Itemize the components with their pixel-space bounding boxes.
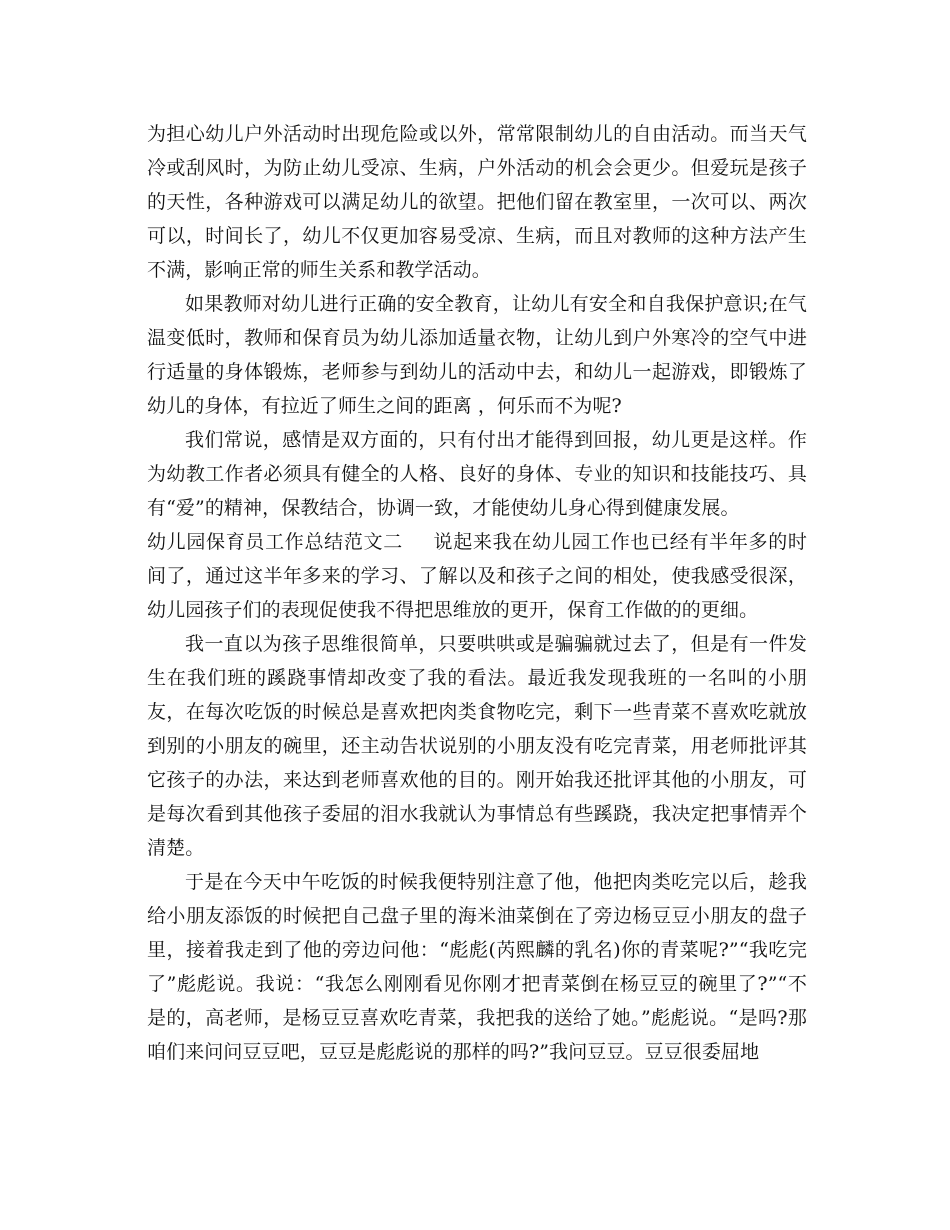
section-title: 幼儿园保育员工作总结范文二 <box>147 531 403 553</box>
paragraph-lunch-story: 于是在今天中午吃饭的时候我便特别注意了他，他把肉类吃完以后，趁我给小朋友添饭的时候把自己盘子里的海米油菜倒在了旁边杨豆豆小朋友的盘子里，接着我走到了他的旁边问他：“彪彪(芮熙麟的乳名)你的青菜呢?”“我吃完了”彪彪说。我说：“我怎么刚刚看见你刚才把青菜倒在杨豆豆的碗里了?”“不是的，高老师，是杨豆豆喜欢吃青菜，我把我的送给了她。”彪彪说。“是吗?那咱们来问问豆豆吧，豆豆是彪彪说的那样的吗?”我问豆豆。豆豆很委屈地 <box>147 871 807 1063</box>
paragraph-outdoor-risk: 为担心幼儿户外活动时出现危险或以外，常常限制幼儿的自由活动。而当天气冷或刮风时，为防止幼儿受凉、生病，户外活动的机会会更少。但爱玩是孩子的天性，各种游戏可以满足幼儿的欲望。把他们留在教室里，一次可以、两次可以，时间长了，幼儿不仅更加容易受凉、生病，而且对教师的这种方法产生不满，影响正常的师生关系和教学活动。 <box>147 123 807 281</box>
section-intro: 说起来我在幼儿园工作也已经有半年多的时间了，通过这半年多来的学习、了解以及和孩子之间的相处，使我感受很深，幼儿园孩子们的表现促使我不得把思维放的更开，保育工作做的的更细。 <box>147 531 807 621</box>
document-body <box>147 117 807 1069</box>
paragraph-mutual-feelings: 我们常说，感情是双方面的，只有付出才能得到回报，幼儿更是这样。作为幼教工作者必须具有健全的人格、良好的身体、专业的知识和技能技巧、具有“爱”的精神，保教结合，协调一致，才能使幼儿身心得到健康发展。 <box>147 429 807 519</box>
section-two <box>147 525 807 627</box>
paragraph-child-thinking: 我一直以为孩子思维很简单，只要哄哄或是骗骗就过去了，但是有一件发生在我们班的蹊跷事情却改变了我的看法。最近我发现我班的一名叫的小朋友，在每次吃饭的时候总是喜欢把肉类食物吃完，剩下一些青菜不喜欢吃就放到别的小朋友的碗里，还主动告状说别的小朋友没有吃完青菜，用老师批评其它孩子的办法，来达到老师喜欢他的目的。刚开始我还批评其他的小朋友，可是每次看到其他孩子委屈的泪水我就认为事情总有些蹊跷，我决定把事情弄个清楚。 <box>147 633 807 859</box>
paragraph-safety-education: 如果教师对幼儿进行正确的安全教育，让幼儿有安全和自我保护意识;在气温变低时，教师和保育员为幼儿添加适量衣物，让幼儿到户外寒冷的空气中进行适量的身体锻炼，老师参与到幼儿的活动中去，和幼儿一起游戏，即锻炼了幼儿的身体，有拉近了师生之间的距离 ，何乐而不为呢? <box>147 293 807 417</box>
